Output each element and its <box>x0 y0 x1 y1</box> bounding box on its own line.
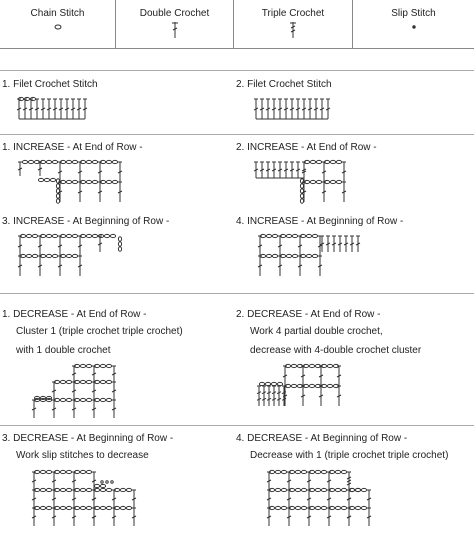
chain-stitch-mark <box>52 160 57 163</box>
chain-stitch-mark <box>66 506 71 509</box>
chain-stitch-mark <box>40 470 45 473</box>
chain-stitch-mark <box>295 488 300 491</box>
legend-triple-crochet <box>234 0 352 48</box>
triple-crochet-icon <box>234 21 352 39</box>
decrease-beginning-diagram <box>265 466 385 532</box>
legend-label: Chain Stitch <box>30 8 85 19</box>
chain-stitch-mark <box>126 506 131 509</box>
chain-stitch-mark <box>110 234 115 237</box>
chain-stitch-mark <box>120 488 125 491</box>
chain-stitch-mark <box>327 364 332 367</box>
chain-stitch-mark <box>301 506 306 509</box>
chain-stitch-mark <box>118 242 121 247</box>
chain-stitch-mark <box>86 380 91 383</box>
chain-stitch-mark <box>46 254 51 257</box>
divider <box>0 134 474 135</box>
section-line: Work slip stitches to decrease <box>16 450 149 461</box>
chain-stitch-mark <box>32 254 37 257</box>
chain-stitch-mark <box>66 180 71 183</box>
chain-stitch-mark <box>118 237 121 242</box>
chain-stitch-mark <box>295 470 300 473</box>
chain-stitch-mark <box>28 160 33 163</box>
chain-stitch-mark <box>66 488 71 491</box>
chain-stitch-mark <box>100 364 105 367</box>
legend-double-crochet <box>116 0 233 48</box>
decrease-end-diagram <box>255 362 350 412</box>
chain-stitch-mark <box>292 254 297 257</box>
divider <box>0 425 474 426</box>
increase-beginning-diagram <box>252 232 372 280</box>
chain-stitch-mark <box>26 254 31 257</box>
chain-stitch-mark <box>259 382 264 385</box>
chain-stitch-mark <box>327 384 332 387</box>
chain-stitch-mark <box>300 184 303 189</box>
decrease-end-diagram <box>28 362 123 422</box>
chain-stitch-mark <box>86 506 91 509</box>
section-line: decrease with 4-double crochet cluster <box>250 345 422 356</box>
chain-stitch-mark <box>286 254 291 257</box>
chain-stitch-mark <box>106 506 111 509</box>
chain-stitch-mark <box>106 160 111 163</box>
chain-stitch-icon <box>0 21 115 39</box>
chain-stitch-mark <box>40 488 45 491</box>
chain-stitch-mark <box>310 160 315 163</box>
chain-stitch-mark <box>300 194 303 199</box>
chain-stitch-mark <box>315 506 320 509</box>
chain-stitch-mark <box>315 470 320 473</box>
chain-stitch-mark <box>335 488 340 491</box>
chain-stitch-mark <box>86 234 91 237</box>
chain-stitch-mark <box>80 364 85 367</box>
chain-stitch-mark <box>336 180 341 183</box>
chain-stitch-mark <box>301 470 306 473</box>
chain-stitch-mark <box>100 398 105 401</box>
slip-stitch-icon <box>353 21 474 39</box>
chain-stitch-mark <box>266 234 271 237</box>
chain-stitch-mark <box>80 488 85 491</box>
chain-stitch-mark <box>80 506 85 509</box>
legend-chain-stitch <box>0 0 115 48</box>
chain-stitch-mark <box>66 470 71 473</box>
chain-stitch-mark <box>60 398 65 401</box>
chain-stitch-mark <box>300 199 303 204</box>
chain-stitch-mark <box>100 484 105 487</box>
chain-stitch-mark <box>321 488 326 491</box>
chain-stitch-mark <box>94 484 99 487</box>
chain-stitch-mark <box>295 506 300 509</box>
chain-stitch-mark <box>46 506 51 509</box>
chain-stitch-mark <box>50 178 55 181</box>
increase-end-diagram <box>252 158 362 208</box>
divider <box>0 70 474 71</box>
chain-stitch-mark <box>80 398 85 401</box>
chain-stitch-mark <box>100 380 105 383</box>
chain-stitch-mark <box>281 506 286 509</box>
chain-stitch-mark <box>291 364 296 367</box>
slip-stitch-mark <box>111 481 113 483</box>
chain-stitch-mark <box>271 382 276 385</box>
chain-stitch-mark <box>118 247 121 252</box>
chain-stitch-mark <box>361 488 366 491</box>
chain-stitch-mark <box>336 160 341 163</box>
section-title: 1. Filet Crochet Stitch <box>2 79 98 90</box>
chain-stitch-mark <box>361 506 366 509</box>
chain-stitch-mark <box>66 398 71 401</box>
chain-stitch-mark <box>92 234 97 237</box>
chain-stitch-mark <box>66 234 71 237</box>
chain-stitch-mark <box>321 470 326 473</box>
chain-stitch-mark <box>277 382 282 385</box>
filet-crochet-diagram <box>252 96 347 124</box>
chain-stitch-mark <box>86 488 91 491</box>
chain-stitch-mark <box>281 470 286 473</box>
chain-stitch-mark <box>291 384 296 387</box>
section-title: 1. INCREASE - At End of Row - <box>2 142 143 153</box>
chain-stitch-mark <box>56 194 59 199</box>
chain-stitch-mark <box>306 254 311 257</box>
chain-stitch-mark <box>66 160 71 163</box>
chain-stitch-mark <box>80 380 85 383</box>
double-crochet-icon <box>116 21 233 39</box>
chain-stitch-mark <box>281 488 286 491</box>
divider <box>0 293 474 294</box>
section-line: with 1 double crochet <box>16 345 111 356</box>
chain-stitch-mark <box>72 180 77 183</box>
chain-stitch-mark <box>272 254 277 257</box>
chain-stitch-mark <box>265 382 270 385</box>
chain-stitch-mark <box>106 180 111 183</box>
chain-stitch-mark <box>86 180 91 183</box>
chain-stitch-mark <box>272 234 277 237</box>
chain-stitch-mark <box>312 234 317 237</box>
section-title: 2. Filet Crochet Stitch <box>236 79 332 90</box>
section-line: Cluster 1 (triple crochet triple crochet) <box>16 326 183 337</box>
increase-end-diagram <box>12 158 132 208</box>
chain-stitch-mark <box>309 364 314 367</box>
section-line: Work 4 partial double crochet, <box>250 326 383 337</box>
slip-stitch-mark <box>101 481 103 483</box>
chain-stitch-mark <box>286 234 291 237</box>
chain-stitch-mark <box>38 178 43 181</box>
chain-stitch-mark <box>112 180 117 183</box>
section-title: 4. DECREASE - At Beginning of Row - <box>236 433 408 444</box>
chain-stitch-mark <box>106 380 111 383</box>
section-title: 2. INCREASE - At End of Row - <box>236 142 377 153</box>
chain-stitch-mark <box>341 488 346 491</box>
chain-stitch-mark <box>32 234 37 237</box>
decrease-beginning-diagram <box>30 466 150 532</box>
chain-stitch-mark <box>92 180 97 183</box>
chain-stitch-mark <box>56 179 59 184</box>
chain-stitch-mark <box>52 234 57 237</box>
chain-stitch-mark <box>321 506 326 509</box>
chain-stitch-mark <box>60 380 65 383</box>
chain-stitch-mark <box>26 234 31 237</box>
chain-stitch-mark <box>275 470 280 473</box>
chain-stitch-mark <box>72 254 77 257</box>
chain-stitch-mark <box>92 160 97 163</box>
chain-stitch-mark <box>292 234 297 237</box>
chain-stitch-mark <box>106 488 111 491</box>
chain-stitch-mark <box>46 488 51 491</box>
section-title: 3. DECREASE - At Beginning of Row - <box>2 433 174 444</box>
chain-stitch-mark <box>72 234 77 237</box>
chain-stitch-mark <box>86 470 91 473</box>
slip-stitch-mark <box>106 481 108 483</box>
legend-slip-stitch <box>353 0 474 48</box>
chain-stitch-mark <box>312 254 317 257</box>
chain-stitch-mark <box>100 506 105 509</box>
chain-stitch-mark <box>316 180 321 183</box>
chain-stitch-mark <box>60 506 65 509</box>
chain-stitch-mark <box>335 506 340 509</box>
chain-stitch-mark <box>315 488 320 491</box>
chain-stitch-mark <box>112 160 117 163</box>
chain-stitch-mark <box>310 180 315 183</box>
chain-stitch-mark <box>46 470 51 473</box>
chain-stitch-mark <box>106 398 111 401</box>
chain-stitch-mark <box>100 488 105 491</box>
chain-stitch-mark <box>56 199 59 204</box>
legend-label: Double Crochet <box>139 8 210 19</box>
chain-stitch-mark <box>316 160 321 163</box>
chain-stitch-mark <box>275 506 280 509</box>
section-line: Decrease with 1 (triple crochet triple crochet) <box>250 450 449 461</box>
section-title: 3. INCREASE - At Beginning of Row - <box>2 216 170 227</box>
chain-stitch-mark <box>86 364 91 367</box>
chain-stitch-mark <box>106 364 111 367</box>
chain-stitch-mark <box>72 160 77 163</box>
chain-stitch-mark <box>335 470 340 473</box>
increase-beginning-diagram <box>12 232 127 280</box>
chain-stitch-mark <box>52 254 57 257</box>
chain-stitch-mark <box>341 470 346 473</box>
chain-stitch-mark <box>126 488 131 491</box>
chain-stitch-mark <box>355 488 360 491</box>
section-title: 4. INCREASE - At Beginning of Row - <box>236 216 404 227</box>
stitch-legend <box>0 0 474 49</box>
chain-stitch-mark <box>120 506 125 509</box>
chain-stitch-mark <box>66 380 71 383</box>
chain-stitch-mark <box>22 160 27 163</box>
chain-stitch-mark <box>309 384 314 387</box>
chain-stitch-mark <box>330 180 335 183</box>
chain-stitch-mark <box>86 160 91 163</box>
chain-stitch-mark <box>300 179 303 184</box>
section-title: 1. DECREASE - At End of Row - <box>2 309 147 320</box>
legend-label: Slip Stitch <box>391 8 436 19</box>
section-title: 2. DECREASE - At End of Row - <box>236 309 381 320</box>
chain-stitch-mark <box>66 254 71 257</box>
chain-stitch-mark <box>60 470 65 473</box>
chain-stitch-mark <box>341 506 346 509</box>
chain-stitch-mark <box>46 234 51 237</box>
legend-label: Triple Crochet <box>261 8 325 19</box>
chain-stitch-mark <box>104 234 109 237</box>
chain-stitch-mark <box>301 488 306 491</box>
chain-stitch-mark <box>44 178 49 181</box>
chain-stitch-mark <box>355 506 360 509</box>
chain-stitch-mark <box>306 234 311 237</box>
chain-stitch-mark <box>40 506 45 509</box>
chain-stitch-mark <box>80 470 85 473</box>
chain-stitch-mark <box>60 488 65 491</box>
filet-crochet-diagram <box>15 96 110 124</box>
chain-stitch-mark <box>330 160 335 163</box>
chain-stitch-mark <box>275 488 280 491</box>
chain-stitch-mark <box>86 398 91 401</box>
chain-stitch-mark <box>56 184 59 189</box>
chain-stitch-mark <box>266 254 271 257</box>
chain-stitch-mark <box>46 160 51 163</box>
